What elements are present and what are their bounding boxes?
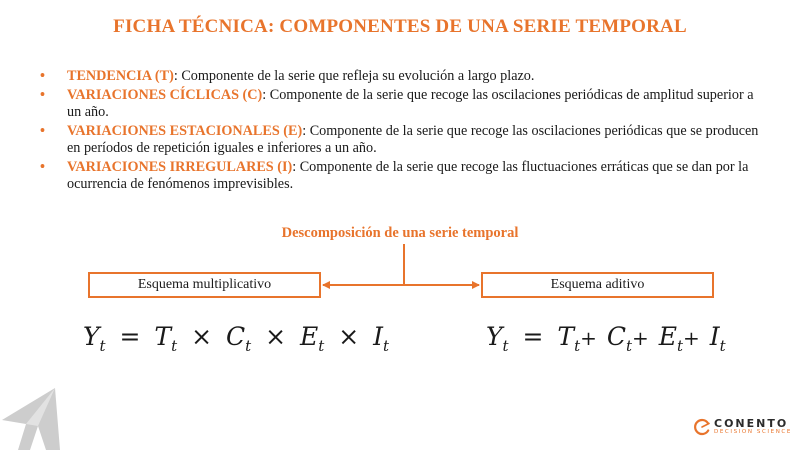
component-term: VARIACIONES ESTACIONALES (E) bbox=[67, 123, 303, 139]
page-title: FICHA TÉCNICA: COMPONENTES DE UNA SERIE TEMPORAL bbox=[113, 16, 687, 37]
brand-tagline: DECISION SCIENCE bbox=[714, 429, 792, 436]
component-description: : Componente de la serie que refleja su evolución a largo plazo. bbox=[173, 68, 535, 84]
multiplicative-formula: $Y_t = T_t \times C_t \times E_t \times I_t$ bbox=[83, 322, 390, 355]
list-item bbox=[40, 68, 770, 85]
bullet-icon: • bbox=[40, 68, 45, 84]
conento-brand bbox=[693, 418, 792, 436]
component-description: : Componente de la serie que recoge las oscilaciones periódicas de amplitud superior a un año. bbox=[67, 87, 754, 120]
bullet-icon: • bbox=[40, 123, 45, 139]
component-description: : Componente de la serie que recoge las fluctuaciones erráticas que se dan por la ocurrencia de fenómenos imprevisibles. bbox=[67, 159, 749, 192]
additive-scheme-box: Esquema aditivo bbox=[481, 272, 714, 298]
component-term: VARIACIONES IRREGULARES (I) bbox=[67, 159, 293, 175]
component-term: TENDENCIA (T) bbox=[67, 68, 174, 84]
conento-logo-icon bbox=[693, 418, 711, 436]
component-description: : Componente de la serie que recoge las oscilaciones periódicas que se producen en períodos de repetición iguales e inferiores a un año. bbox=[67, 123, 759, 156]
component-term: VARIACIONES CÍCLICAS (C) bbox=[67, 87, 263, 103]
list-item bbox=[40, 123, 770, 157]
decomposition-title: Descomposición de una serie temporal bbox=[281, 225, 519, 241]
brand-name: CONENTO bbox=[714, 417, 789, 431]
bullet-icon: • bbox=[40, 87, 45, 103]
multiplicative-scheme-box: Esquema multiplicativo bbox=[88, 272, 321, 298]
component-list bbox=[40, 68, 770, 195]
list-item bbox=[40, 159, 770, 193]
list-item bbox=[40, 87, 770, 121]
additive-formula: $Y_t = T_t+ C_t+ E_t+ I_t$ bbox=[486, 322, 726, 355]
bullet-icon: • bbox=[40, 159, 45, 175]
paper-plane-logo-icon bbox=[0, 380, 70, 450]
